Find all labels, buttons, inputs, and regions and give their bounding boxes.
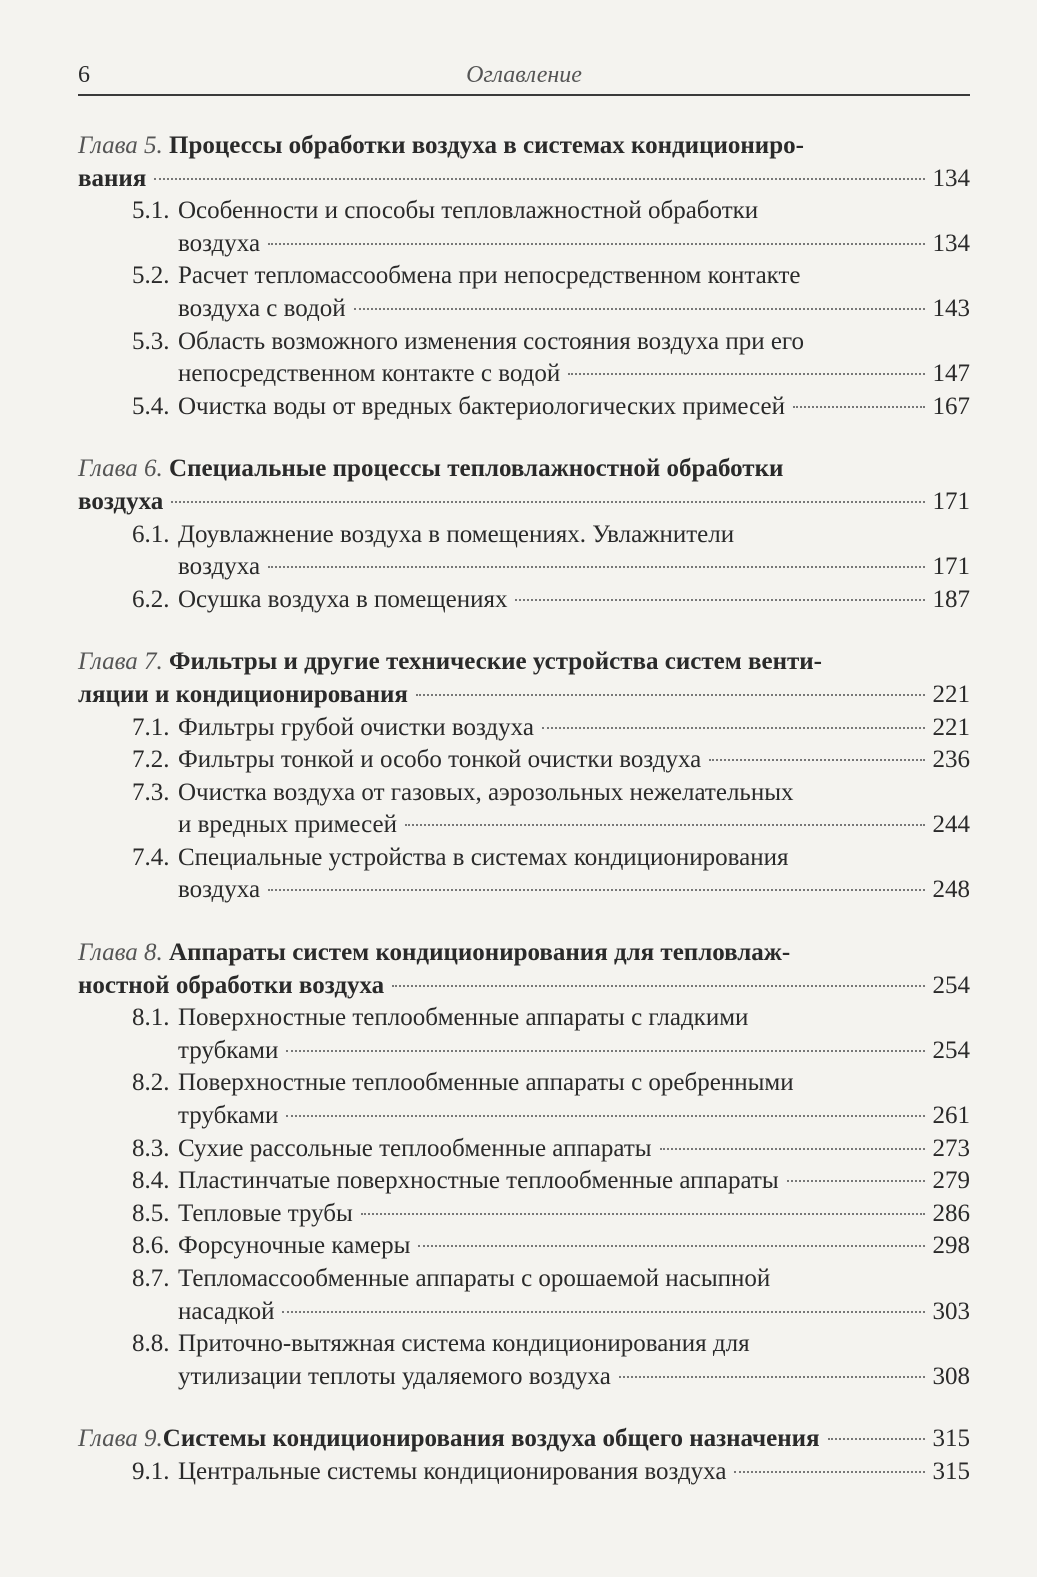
chapter-title: Фильтры и другие технические устройства систем венти- [169, 648, 822, 676]
section-page: 279 [932, 1167, 970, 1195]
chapter-block [78, 1423, 970, 1488]
section-page: 303 [932, 1297, 970, 1325]
page-number: 6 [78, 62, 90, 88]
toc-entry-line [78, 679, 970, 712]
section-page: 134 [932, 229, 970, 257]
section-number: 8.1. [132, 1004, 170, 1032]
section-title-cont: воздуха [178, 876, 261, 904]
section-page: 298 [932, 1232, 970, 1260]
toc-entry-line [78, 228, 970, 261]
section-line [78, 1133, 970, 1166]
chapter-title-line [78, 453, 970, 486]
dot-leader [660, 1148, 925, 1150]
section-title: Форсуночные камеры [178, 1232, 411, 1260]
section-number: 8.6. [132, 1232, 170, 1260]
section-line [78, 1067, 970, 1100]
section-line [78, 1328, 970, 1361]
section-title-cont: трубками [178, 1102, 279, 1130]
section-title: Очистка воды от вредных бактериологических примесей [178, 392, 786, 420]
chapter-title: Системы кондиционирования воздуха общего назначения [162, 1425, 820, 1453]
section-page: 254 [932, 1036, 970, 1064]
section-number: 8.8. [132, 1330, 170, 1358]
section-line [78, 1456, 970, 1489]
section-page: 315 [932, 1457, 970, 1485]
dot-leader [354, 308, 925, 310]
chapter-page: 254 [932, 971, 970, 999]
section-line [78, 1165, 970, 1198]
section-title-cont: воздуха [178, 229, 261, 257]
toc-entry-line [78, 1296, 970, 1329]
chapter-title-line [78, 646, 970, 679]
section-title-cont: трубками [178, 1036, 279, 1064]
section-title: Тепловые трубы [178, 1199, 353, 1227]
section-page: 171 [932, 553, 970, 581]
section-line [78, 777, 970, 810]
section-page: 167 [932, 392, 970, 420]
section-line [78, 842, 970, 875]
section-page: 273 [932, 1134, 970, 1162]
dot-leader [568, 373, 924, 375]
section-page: 187 [932, 585, 970, 613]
toc-entry-line [78, 551, 970, 584]
dot-leader [286, 1115, 924, 1117]
section-number: 8.3. [132, 1134, 170, 1162]
dot-leader [619, 1376, 925, 1378]
chapter-title-line [78, 130, 970, 163]
section-line [78, 584, 970, 617]
chapter-label: Глава 5. [78, 132, 163, 159]
dot-leader [268, 243, 924, 245]
section-title: Пластинчатые поверхностные теплообменные аппараты [178, 1167, 779, 1195]
dot-leader [154, 178, 924, 180]
section-title-cont: непосредственном контакте с водой [178, 360, 561, 388]
chapter-title-cont: ляции и кондиционирования [78, 680, 408, 708]
section-number: 5.3. [132, 327, 170, 355]
section-number: 6.1. [132, 520, 170, 548]
toc-entry-line [78, 1100, 970, 1133]
section-title-cont: насадкой [178, 1297, 275, 1325]
section-line [78, 1198, 970, 1231]
section-title-cont: утилизации теплоты удаляемого воздуха [178, 1362, 611, 1390]
section-title-cont: и вредных примесей [178, 811, 398, 839]
section-title: Центральные системы кондиционирования воздуха [178, 1457, 727, 1485]
section-line [78, 1263, 970, 1296]
dot-leader [793, 406, 924, 408]
section-number: 8.2. [132, 1069, 170, 1097]
section-line [78, 1002, 970, 1035]
dot-leader [286, 1050, 924, 1052]
section-page: 261 [932, 1102, 970, 1130]
chapter-page: 221 [932, 680, 970, 708]
section-title: Приточно-вытяжная система кондиционирования для [178, 1330, 750, 1358]
section-page: 147 [932, 360, 970, 388]
dot-leader [709, 759, 924, 761]
section-title: Специальные устройства в системах кондиционирования [178, 843, 789, 871]
section-page: 308 [932, 1362, 970, 1390]
section-page: 248 [932, 876, 970, 904]
section-title: Тепломассообменные аппараты с орошаемой насыпной [178, 1265, 771, 1292]
dot-leader [828, 1438, 925, 1440]
section-title: Доувлажнение воздуха в помещениях. Увлажнители [178, 520, 735, 548]
section-title: Область возможного изменения состояния воздуха при его [178, 327, 805, 355]
section-number: 6.2. [132, 585, 170, 613]
dot-leader [542, 727, 925, 729]
toc-entry-line [78, 486, 970, 519]
section-number: 7.4. [132, 843, 170, 871]
section-line [78, 391, 970, 424]
section-number: 5.1. [132, 197, 170, 225]
chapter-label: Глава 6. [78, 455, 163, 483]
chapter-block [78, 453, 970, 616]
dot-leader [282, 1311, 924, 1313]
chapter-label: Глава 7. [78, 648, 163, 676]
chapter-title-cont: ностной обработки воздуха [78, 971, 385, 999]
dot-leader [171, 501, 924, 503]
chapter-block [78, 130, 970, 423]
dot-leader [268, 889, 924, 891]
toc-entry-line [78, 1423, 970, 1456]
section-number: 8.5. [132, 1199, 170, 1227]
table-of-contents [78, 130, 970, 1519]
section-page: 244 [932, 811, 970, 839]
section-title: Расчет тепломассообмена при непосредственном контакте [178, 262, 801, 290]
section-line [78, 326, 970, 359]
section-page: 143 [932, 294, 970, 322]
toc-entry-line [78, 809, 970, 842]
section-number: 5.4. [132, 392, 170, 420]
section-line [78, 195, 970, 228]
chapter-block [78, 937, 970, 1393]
dot-leader [268, 566, 924, 568]
section-title: Особенности и способы тепловлажностной обработки [178, 197, 759, 225]
section-title-cont: воздуха [178, 553, 261, 581]
section-number: 9.1. [132, 1457, 170, 1485]
section-number: 7.2. [132, 746, 170, 774]
chapter-title-cont: воздуха [78, 487, 164, 515]
section-title: Поверхностные теплообменные аппараты с оребренными [178, 1069, 794, 1097]
chapter-title: Аппараты систем кондиционирования для тепловлаж- [169, 939, 791, 967]
toc-entry-line [78, 293, 970, 326]
dot-leader [361, 1213, 925, 1215]
section-number: 7.1. [132, 713, 170, 741]
toc-entry-line [78, 1035, 970, 1068]
section-number: 7.3. [132, 778, 170, 806]
dot-leader [418, 1245, 924, 1247]
section-line [78, 712, 970, 745]
section-title: Фильтры тонкой и особо тонкой очистки воздуха [178, 746, 702, 774]
chapter-page: 171 [932, 487, 970, 515]
section-title: Сухие рассольные теплообменные аппараты [178, 1134, 652, 1162]
dot-leader [392, 985, 924, 987]
toc-entry-line [78, 358, 970, 391]
page-header [78, 58, 970, 96]
section-line [78, 519, 970, 552]
section-page: 236 [932, 746, 970, 774]
chapter-label: Глава 9. [78, 1425, 163, 1453]
chapter-title: Процессы обработки воздуха в системах кондициониро- [169, 132, 804, 159]
dot-leader [787, 1180, 925, 1182]
toc-entry-line [78, 970, 970, 1003]
toc-entry-line [78, 1361, 970, 1394]
chapter-title: Специальные процессы тепловлажностной обработки [169, 455, 784, 483]
section-title: Очистка воздуха от газовых, аэрозольных нежелательных [178, 778, 794, 806]
chapter-label: Глава 8. [78, 939, 163, 967]
section-title: Осушка воздуха в помещениях [178, 585, 508, 613]
toc-entry-line [78, 163, 970, 196]
section-page: 286 [932, 1199, 970, 1227]
chapter-title-cont: вания [78, 164, 147, 192]
section-line [78, 1230, 970, 1263]
dot-leader [515, 599, 924, 601]
section-title: Фильтры грубой очистки воздуха [178, 713, 534, 741]
section-page: 221 [932, 713, 970, 741]
dot-leader [734, 1471, 924, 1473]
section-number: 5.2. [132, 262, 170, 290]
chapter-title-line [78, 937, 970, 970]
section-title-cont: воздуха с водой [178, 294, 346, 322]
chapter-block [78, 646, 970, 907]
section-number: 8.7. [132, 1265, 170, 1292]
toc-entry-line [78, 874, 970, 907]
section-title: Поверхностные теплообменные аппараты с гладкими [178, 1004, 749, 1032]
section-line [78, 260, 970, 293]
dot-leader [405, 824, 924, 826]
section-number: 8.4. [132, 1167, 170, 1195]
running-title: Оглавление [466, 62, 582, 88]
dot-leader [416, 694, 925, 696]
chapter-page: 134 [932, 164, 970, 192]
section-line [78, 744, 970, 777]
chapter-page: 315 [932, 1425, 970, 1453]
